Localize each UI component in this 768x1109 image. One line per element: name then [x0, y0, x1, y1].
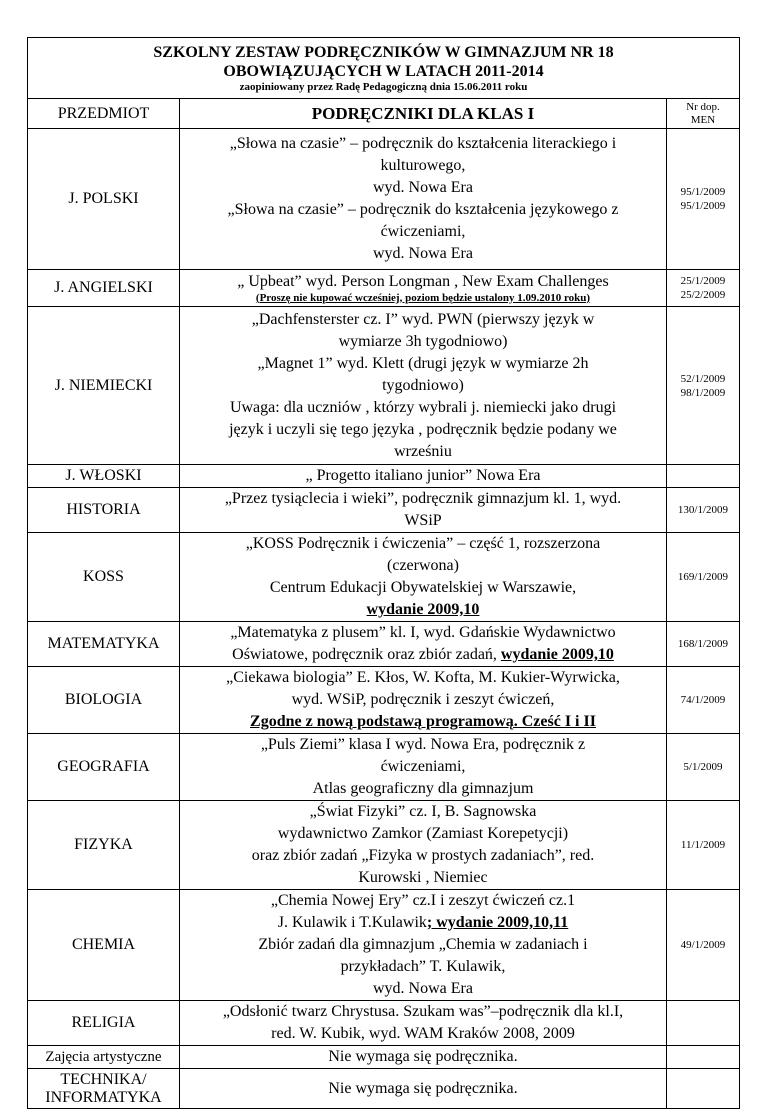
subject-cell: RELIGIA [28, 1001, 180, 1046]
column-header-nr [666, 99, 739, 129]
book-line: (czerwona) [387, 557, 459, 574]
subject-cell: Zajęcia artystyczne [28, 1046, 180, 1069]
books-cell [180, 533, 667, 622]
book-line: „Świat Fizyki” cz. I, B. Sagnowska [309, 803, 537, 820]
books-cell [180, 465, 667, 488]
book-line: ćwiczeniami, [380, 758, 466, 775]
books-cell [180, 1069, 667, 1109]
subject-cell: J. NIEMIECKI [28, 307, 180, 465]
table-row [28, 488, 740, 533]
document-title: SZKOLNY ZESTAW PODRĘCZNIKÓW W GIMNAZJUM NR 18 [153, 44, 614, 61]
book-line: „Magnet 1” wyd. Klett (drugi język w wymiarze 2h [257, 354, 589, 372]
approval-number-cell [666, 1069, 739, 1109]
book-line: „Słowa na czasie” – podręcznik do kształcenia literackiego i [229, 135, 617, 152]
approval-number-cell [666, 734, 739, 801]
book-line: Nie wymaga się podręcznika. [328, 1079, 518, 1097]
column-header-subject: PRZEDMIOT [28, 99, 180, 129]
book-line: wymiarze 3h tygodniowo) [338, 332, 508, 350]
book-line: Zbiór zadań dla gimnazjum „Chemia w zadaniach i [258, 936, 588, 953]
book-line: ćwiczeniami, [380, 223, 466, 240]
table-row [28, 1001, 740, 1046]
approval-number: 98/1/2009 [680, 386, 726, 399]
book-line: Atlas geograficzny dla gimnazjum [312, 780, 534, 797]
purchase-note: (Proszę nie kupować wcześniej, poziom będzie ustalony 1.09.2010 roku) [255, 291, 591, 304]
books-cell [180, 488, 667, 533]
book-line: „Przez tysiąclecia i wieki”, podręcznik gimnazjum kl. 1, wyd. [224, 490, 622, 507]
column-header-row [28, 99, 740, 129]
book-line: „ Progetto italiano junior” Nowa Era [305, 467, 541, 484]
subject-cell: FIZYKA [28, 801, 180, 890]
edition-text: ; wydanie 2009,10,11 [426, 914, 569, 931]
table-row [28, 801, 740, 890]
book-line: wyd. Nowa Era [373, 980, 473, 997]
book-line: „KOSS Podręcznik i ćwiczenia” – część 1, rozszerzona [245, 535, 601, 552]
column-header-books: PODRĘCZNIKI DLA KLAS I [180, 99, 667, 129]
document-title-line2: OBOWIĄZUJĄCYCH W LATACH 2011-2014 [223, 63, 544, 80]
table-row [28, 1069, 740, 1109]
book-line: tygodniowo) [382, 376, 464, 394]
curriculum-line: Zgodne z nową podstawą programową. Cześć I i II [250, 713, 596, 730]
approval-number-cell [666, 801, 739, 890]
approval-number-cell [666, 307, 739, 465]
approval-number-cell [666, 465, 739, 488]
book-line: WSiP [404, 512, 442, 529]
table-row [28, 465, 740, 488]
book-line: Kurowski , Niemiec [358, 869, 488, 886]
book-line: oraz zbiór zadań „Fizyka w prostych zadaniach”, red. [251, 847, 595, 864]
book-text: J. Kulawik i T.Kulawik [277, 914, 427, 931]
textbook-table [27, 37, 740, 1109]
approval-number: 25/1/2009 [680, 275, 726, 287]
approval-number: 95/1/2009 [680, 200, 726, 212]
book-line: wrześniu [394, 442, 452, 460]
approval-number-cell [666, 622, 739, 667]
column-header-nr-line1: Nr dop. [686, 100, 720, 113]
approval-number: 95/1/2009 [680, 186, 726, 198]
table-row [28, 270, 740, 307]
book-line: red. W. Kubik, wyd. WAM Kraków 2008, 2009 [271, 1025, 575, 1042]
books-cell [180, 307, 667, 465]
subject-cell [28, 1069, 180, 1109]
book-line: „Puls Ziemi” klasa I wyd. Nowa Era, podręcznik z [260, 736, 586, 753]
book-line [180, 912, 666, 934]
subject-cell: MATEMATYKA [28, 622, 180, 667]
book-line: przykładach” T. Kulawik, [340, 958, 506, 975]
book-line: Uwaga: dla uczniów , którzy wybrali j. niemiecki jako drugi [229, 398, 617, 416]
books-cell [180, 129, 667, 270]
subject-cell: CHEMIA [28, 890, 180, 1001]
approval-number: 168/1/2009 [677, 638, 729, 650]
approval-number-cell [666, 270, 739, 307]
table-row [28, 1046, 740, 1069]
table-row [28, 734, 740, 801]
book-line: „Odsłonić twarz Chrystusa. Szukam was”–podręcznik dla kl.I, [222, 1003, 624, 1020]
approval-number: 5/1/2009 [683, 761, 723, 773]
subject-cell: J. POLSKI [28, 129, 180, 270]
subject-cell: BIOLOGIA [28, 667, 180, 734]
approval-number-cell [666, 667, 739, 734]
edition-line: wydanie 2009,10 [366, 601, 480, 618]
approval-number: 11/1/2009 [680, 839, 726, 851]
books-cell [180, 1001, 667, 1046]
table-row [28, 129, 740, 270]
approval-number-cell [666, 890, 739, 1001]
approval-note: zaopiniowany przez Radę Pedagogiczną dnia 15.06.2011 roku [239, 81, 528, 93]
approval-number-cell [666, 1001, 739, 1046]
approval-number: 49/1/2009 [680, 939, 726, 951]
book-line: „Słowa na czasie” – podręcznik do kształcenia językowego z [227, 201, 619, 218]
book-line: Centrum Edukacji Obywatelskiej w Warszawie, [269, 579, 577, 596]
books-cell [180, 1046, 667, 1069]
approval-number-cell [666, 129, 739, 270]
approval-number: 74/1/2009 [680, 694, 726, 706]
books-cell [180, 734, 667, 801]
book-line: wyd. WSiP, podręcznik i zeszyt ćwiczeń, [291, 691, 555, 708]
table-row [28, 307, 740, 465]
table-row [28, 890, 740, 1001]
approval-number-cell [666, 488, 739, 533]
book-line: kulturowego, [380, 157, 466, 174]
books-cell [180, 890, 667, 1001]
column-header-nr-line2: MEN [690, 113, 716, 126]
book-line: „Matematyka z plusem” kl. I, wyd. Gdańskie Wydawnictwo [230, 624, 616, 641]
header-row [28, 38, 740, 99]
approval-number: 169/1/2009 [677, 571, 729, 583]
subject-cell: J. ANGIELSKI [28, 270, 180, 307]
approval-number: 25/2/2009 [680, 289, 726, 301]
subject-cell: J. WŁOSKI [28, 465, 180, 488]
approval-number-cell [666, 533, 739, 622]
books-cell [180, 622, 667, 667]
approval-number: 130/1/2009 [677, 504, 729, 516]
book-line: „Dachfensterster cz. I” wyd. PWN (pierwszy język w [251, 310, 595, 328]
approval-number: 52/1/2009 [680, 372, 726, 385]
book-line: „ Upbeat” wyd. Person Longman , New Exam Challenges [237, 272, 609, 290]
subject-line: INFORMATYKA [45, 1088, 162, 1106]
book-line: język i uczyli się tego języka , podręcznik będzie podany we [229, 420, 617, 438]
subject-cell: HISTORIA [28, 488, 180, 533]
book-line [180, 644, 666, 666]
table-row [28, 667, 740, 734]
books-cell [180, 270, 667, 307]
subject-line: TECHNIKA/ [60, 1070, 147, 1088]
approval-number-cell [666, 1046, 739, 1069]
book-line: wydawnictwo Zamkor (Zamiast Korepetycji) [277, 825, 569, 842]
table-row [28, 533, 740, 622]
book-line: „Ciekawa biologia” E. Kłos, W. Kofta, M. Kukier-Wyrwicka, [226, 669, 620, 686]
books-cell [180, 801, 667, 890]
book-line: wyd. Nowa Era [373, 179, 473, 196]
book-text: Oświatowe, podręcznik oraz zbiór zadań, [232, 646, 501, 663]
book-line: Nie wymaga się podręcznika. [328, 1048, 518, 1065]
books-cell [180, 667, 667, 734]
document-header [28, 38, 740, 99]
table-row [28, 622, 740, 667]
edition-text: wydanie 2009,10 [500, 646, 614, 663]
book-line: „Chemia Nowej Ery” cz.I i zeszyt ćwiczeń cz.1 [270, 892, 576, 909]
subject-cell: GEOGRAFIA [28, 734, 180, 801]
subject-cell: KOSS [28, 533, 180, 622]
book-line: wyd. Nowa Era [373, 245, 473, 262]
